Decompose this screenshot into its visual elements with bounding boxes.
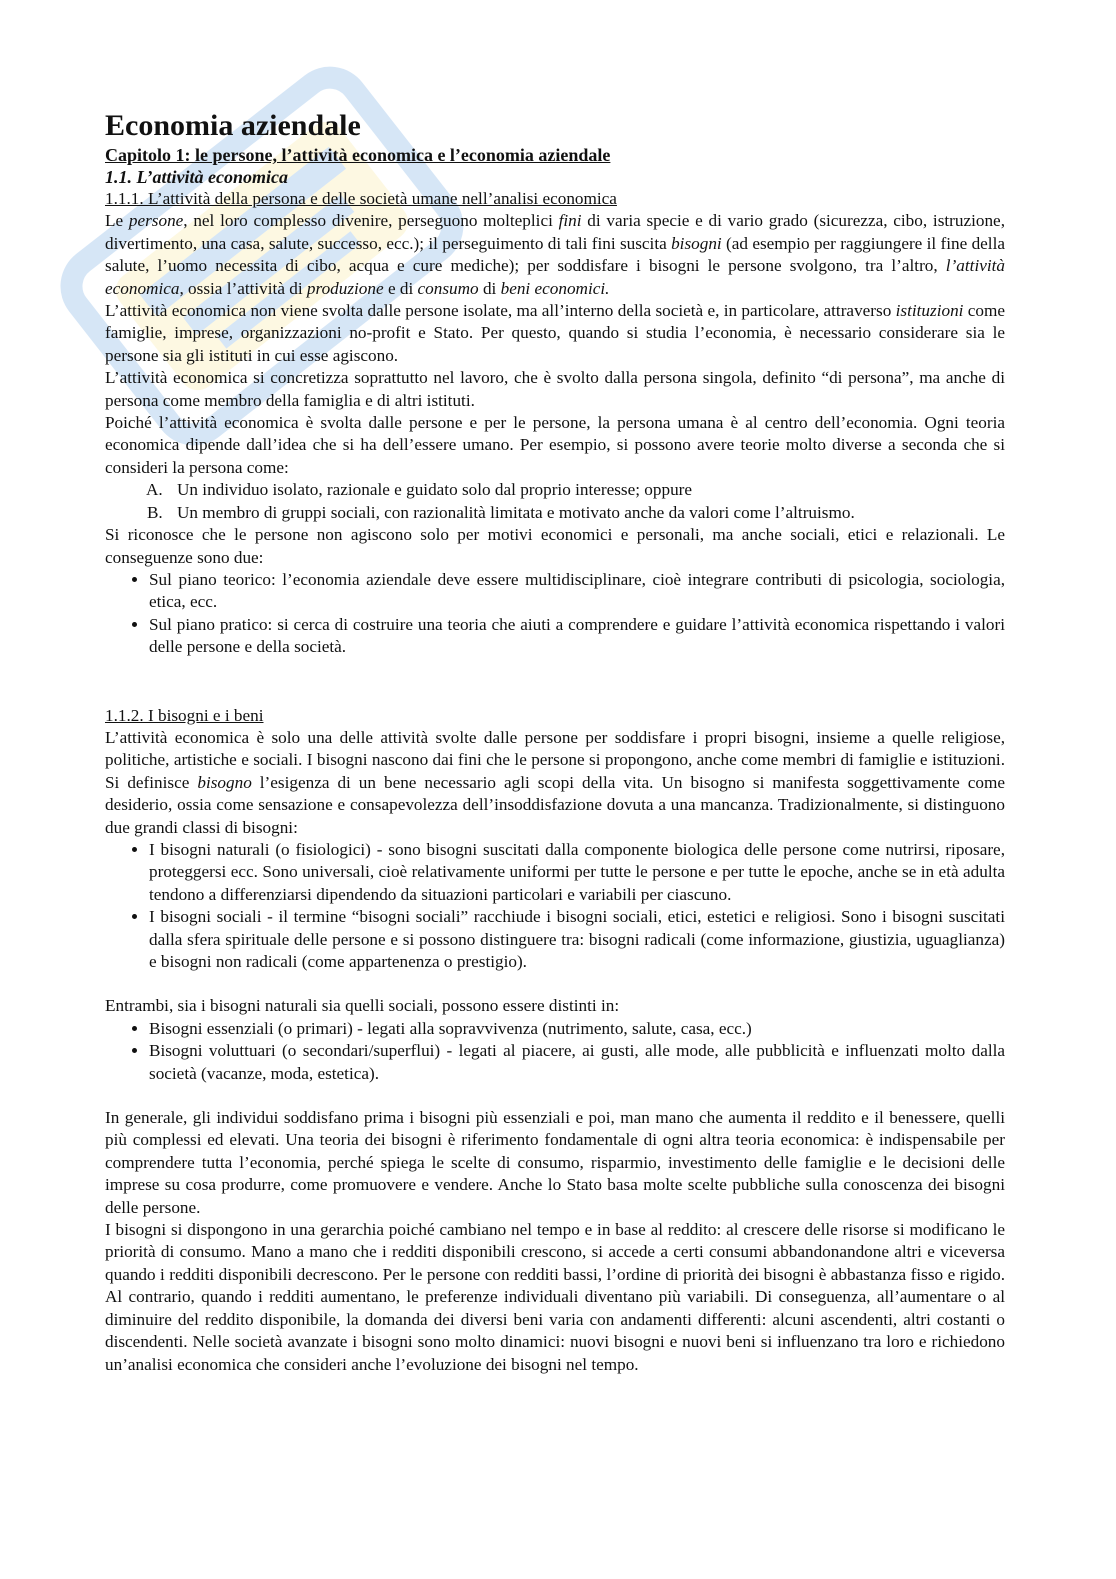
- paragraph: L’attività economica non viene svolta dalle persone isolate, ma all’interno della società e, in particolare, attraverso istituzioni come famiglie, imprese, organizzazioni no-profit e Stato. Per questo, quando si studia l’economia, è necessario considerare sia le persone sia gli istituti in cui esse agiscono.: [105, 301, 1005, 365]
- list-item: • Sul piano pratico: si cerca di costruire una teoria che aiuti a comprendere e guidare l’attività economica rispettando i valori delle persone e della società.: [149, 614, 1005, 659]
- subsection-heading-1: 1.1.1. L’attività della persona e delle società umane nell’analisi economica: [105, 189, 617, 208]
- list-item: A. Un individuo isolato, razionale e guidato solo dal proprio interesse; oppure: [167, 479, 1005, 501]
- list-item: • I bisogni sociali - il termine “bisogni sociali” racchiude i bisogni sociali, etici, estetici e religiosi. Sono i bisogni suscitati dalla sfera spirituale delle persone e si possono distinguere tra: bisogni radicali (come informazione, giustizia, uguaglianza) e bisogni non radicali (come appartenenza o prestigio).: [149, 906, 1005, 973]
- list-item: • Bisogni essenziali (o primari) - legati alla sopravvivenza (nutrimento, salute, casa, ecc.): [149, 1018, 1005, 1040]
- paragraph: Poiché l’attività economica è svolta dalle persone e per le persone, la persona umana è al centro dell’economia. Ogni teoria economica dipende dall’idea che si ha dell’essere umano. Per esempio, si possono avere teorie molto diverse a seconda che si consideri la persona come:: [105, 413, 1005, 477]
- chapter-heading: Capitolo 1: le persone, l’attività economica e l’economia aziendale: [105, 145, 611, 165]
- list-item: • Bisogni voluttuari (o secondari/superflui) - legati al piacere, ai gusti, alle mode, alle pubblicità e influenzati molto dalla società (vacanze, moda, estetica).: [149, 1040, 1005, 1085]
- paragraph: Le persone, nel loro complesso divenire, perseguono molteplici fini di varia specie e di vario grado (sicurezza, cibo, istruzione, divertimento, una casa, salute, successo, ecc.); il perseguimento di tali fini suscita bisogni (ad esempio per raggiungere il fine della salute, l’uomo necessita di cibo, acqua e cure mediche); per soddisfare i bisogni le persone svolgono, tra l’altro, l’attività economica, ossia l’attività di produzione e di consumo di beni economici.: [105, 211, 1005, 298]
- bullet-list: [105, 569, 1005, 659]
- section-heading: 1.1. L’attività economica: [105, 167, 288, 187]
- subsection-heading-2: 1.1.2. I bisogni e i beni: [105, 705, 264, 725]
- paragraph: I bisogni si dispongono in una gerarchia poiché cambiano nel tempo e in base al reddito: al crescere delle risorse si modificano le priorità di consumo. Mano a mano che i redditi disponibili crescono, si accede a certi consumi abbandonandone altri e viceversa quando i redditi disponibili decrescono. Per le persone con redditi bassi, l’ordine di priorità dei bisogni è abbastanza fisso e rigido. Al contrario, quando i redditi aumentano, le preferenze individuali diventano più variabili. Di conseguenza, all’aumentare o al diminuire del reddito disponibile, la domanda dei diversi beni varia con andamenti differenti: alcuni ascendenti, altri costanti o discendenti. Nelle società avanzate i bisogni sono molto dinamici: nuovi bisogni e nuovi beni si influenzano tra loro e richiedono un’analisi economica che consideri anche l’evoluzione dei bisogni nel tempo.: [105, 1220, 1005, 1374]
- alpha-list: [105, 479, 1005, 524]
- paragraph: Entrambi, sia i bisogni naturali sia quelli sociali, possono essere distinti in:: [105, 996, 620, 1016]
- list-item: • Sul piano teorico: l’economia aziendale deve essere multidisciplinare, cioè integrare contributi di psicologia, sociologia, etica, ecc.: [149, 569, 1005, 614]
- paragraph: L’attività economica si concretizza soprattutto nel lavoro, che è svolto dalla persona singola, definito “di persona”, ma anche di persona come membro della famiglia e di altri istituti.: [105, 368, 1005, 410]
- list-item: • I bisogni naturali (o fisiologici) - sono bisogni suscitati dalla componente biologica delle persone come nutrirsi, riposare, proteggersi ecc. Sono universali, cioè relativamente uniformi per tutte le persone e per tutte le epoche, anche se in età adulta tendono a differenziarsi dipendendo da situazioni particolari e variabili per ciascuno.: [149, 839, 1005, 906]
- list-item: B. Un membro di gruppi sociali, con razionalità limitata e motivato anche da valori come l’altruismo.: [167, 502, 1005, 524]
- document-page: [105, 108, 1005, 1376]
- bullet-list: [105, 839, 1005, 973]
- paragraph: Si riconosce che le persone non agiscono solo per motivi economici e personali, ma anche sociali, etici e relazionali. Le conseguenze sono due:: [105, 525, 1005, 567]
- paragraph: L’attività economica è solo una delle attività svolte dalle persone per soddisfare i propri bisogni, insieme a quelle religiose, politiche, artistiche e sociali. I bisogni nascono dai fini che le persone si propongono, anche come membri di famiglie e istituzioni. Si definisce bisogno l’esigenza di un bene necessario agli scopi della vita. Un bisogno si manifesta soggettivamente come desiderio, ossia come sensazione e consapevolezza dell’insoddisfazione dovuta a una mancanza. Tradizionalmente, si distinguono due grandi classi di bisogni:: [105, 727, 1005, 837]
- document-title: Economia aziendale: [105, 109, 361, 142]
- paragraph: In generale, gli individui soddisfano prima i bisogni più essenziali e poi, man mano che aumenta il reddito e il benessere, quelli più complessi ed elevati. Una teoria dei bisogni è riferimento fondamentale di ogni altra teoria economica: è indispensabile per comprendere tutta l’economia, perché spiega le scelte di consumo, risparmio, investimento delle famiglie e le decisioni delle imprese su cosa produrre, come promuovere e vendere. Anche lo Stato basa molte scelte pubbliche sulla conoscenza dei bisogni delle persone.: [105, 1108, 1005, 1217]
- bullet-list: [105, 1018, 1005, 1085]
